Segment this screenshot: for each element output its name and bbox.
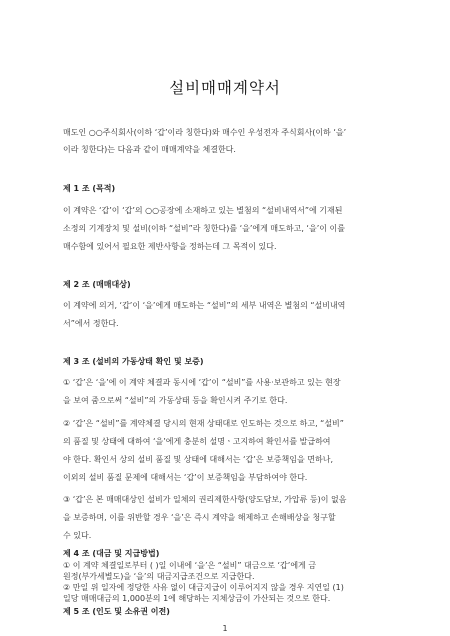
- article-3-line-1: ① ‘갑’은 ‘을’에 이 계약 체결과 동시에 ‘갑’이 “설비”를 사용·보관하고 있는 현장: [63, 378, 341, 387]
- article-3-line-9: 수 있다.: [63, 531, 92, 540]
- article-4-line-1: ① 이 계약 체결일로부터 ( )일 이내에 ‘을’은 “설비” 대금으로 ‘갑’에게 금: [63, 561, 317, 570]
- article-2-line-2: 서”에서 정한다.: [63, 319, 119, 328]
- article-3-line-5: 야 한다. 확인서 상의 설비 품질 및 상태에 대해서는 ‘갑’은 보증책임을 면하나,: [63, 455, 333, 464]
- article-3-heading: 제 3 조 (설비의 가동상태 확인 및 보증): [63, 357, 204, 366]
- article-1-line-3: 매수함에 있어서 필요한 제반사항을 정하는데 그 목적이 있다.: [63, 242, 277, 251]
- article-3-line-6: 이외의 설비 품질 문제에 대해서는 ‘갑’이 보증책임을 부담하여야 한다.: [63, 473, 308, 482]
- article-2-line-1: 이 계약에 의거, ‘갑’이 ‘을’에게 매도하는 “설비”의 세부 내역은 별첨의 “설비내역: [63, 301, 346, 310]
- article-3-line-4: 의 품질 및 상태에 대하여 ‘을’에게 충분히 설명ㆍ고지하여 확인서를 발급하여: [63, 437, 331, 446]
- article-2-heading: 제 2 조 (매매대상): [63, 280, 131, 289]
- article-1-line-2: 소정의 기계장치 및 설비(이하 “설비”라 칭한다)를 ‘을’에게 매도하고, ‘을’이 이를: [63, 224, 345, 233]
- page-number: 1: [222, 624, 228, 633]
- article-4-line-2: 원정(부가세별도)을 ‘을’의 대금지급조건으로 지급한다.: [63, 572, 255, 581]
- article-1-heading: 제 1 조 (목적): [63, 184, 116, 193]
- article-3-line-3: ② ‘갑’은 “설비”를 계약체결 당시의 현재 상태대로 인도하는 것으로 하고, “설비”: [63, 419, 344, 428]
- article-1-line-1: 이 계약은 ‘갑’이 ‘갑’의 ○○공장에 소재하고 있는 별첨의 “설비내역서”에 기재된: [63, 206, 343, 215]
- article-4-line-4: 일당 매매대금의 1,000분의 1에 해당하는 지체상금이 가산되는 것으로 한다.: [63, 594, 331, 603]
- intro-line-1: 매도인 ○○주식회사(이하 ‘갑’이라 칭한다)와 매수인 우성전자 주식회사(이하 ‘을’: [63, 128, 347, 137]
- intro-line-2: 이라 칭한다)는 다음과 같이 매매계약을 체결한다.: [63, 145, 236, 154]
- document-title: 설비매매계약서: [169, 79, 281, 97]
- article-5-heading: 제 5 조 (인도 및 소유권 이전): [63, 607, 170, 616]
- article-4-heading: 제 4 조 (대금 및 지급방법): [63, 549, 160, 558]
- article-3-line-2: 을 보여 줌으로써 “설비”의 가동상태 등을 확인시켜 주기로 한다.: [63, 396, 288, 405]
- article-3-line-7: ③ ‘갑’은 본 매매대상인 설비가 일체의 권리제한사항(양도담보, 가압류 등)이 없음: [63, 495, 347, 504]
- article-4-line-3: ② 만일 위 일자에 정당한 사유 없이 대금지급이 이루어지지 않을 경우 지연일 (1): [63, 583, 344, 592]
- article-3-line-8: 을 보증하며, 이를 위반할 경우 ‘을’은 즉시 계약을 해제하고 손해배상을 청구할: [63, 513, 336, 522]
